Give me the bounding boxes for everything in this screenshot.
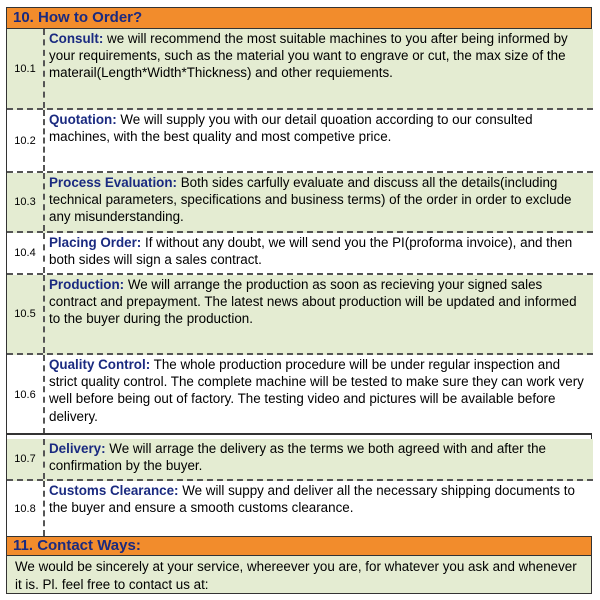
step-term: Process Evaluation:	[49, 175, 178, 190]
steps-block-2	[6, 433, 592, 537]
step-term: Customs Clearance:	[49, 483, 179, 498]
step-number: 10.7	[7, 439, 45, 479]
step-row-10-1	[7, 29, 593, 110]
step-description: We will suppy and deliver all the necessary shipping documents to the buyer and ensure a smooth customs clearance.	[49, 483, 575, 516]
step-number: 10.6	[7, 355, 45, 434]
step-text	[45, 355, 593, 434]
step-term: Quotation:	[49, 112, 117, 127]
step-row-10-3	[7, 173, 593, 233]
section-11-heading: 11. Contact Ways:	[6, 536, 592, 556]
step-description: The whole production procedure will be under regular inspection and strict quality control. The complete machine will be tested to make sure they can work very well before being out of factory. The testing video and pictures will be available before delivery.	[49, 357, 584, 424]
step-description: We will arrage the delivery as the terms we both agreed with and after the confirmation by the buyer.	[49, 441, 546, 474]
step-text	[45, 173, 593, 231]
step-row-10-6	[7, 355, 593, 434]
step-row-10-5	[7, 275, 593, 355]
contact-text: We would be sincerely at your service, whereever you are, for whatever you ask and whenever it is. Pl. feel free to contact us at:	[6, 555, 592, 594]
step-number: 10.4	[7, 233, 45, 273]
step-row-10-2	[7, 110, 593, 173]
step-term: Production:	[49, 277, 125, 292]
step-term: Quality Control:	[49, 357, 151, 372]
step-term: Consult:	[49, 31, 104, 46]
step-text	[45, 29, 593, 108]
step-row-10-4	[7, 233, 593, 275]
step-number: 10.8	[7, 481, 45, 536]
steps-block-1	[6, 28, 592, 435]
step-text	[45, 233, 593, 273]
step-term: Placing Order:	[49, 235, 142, 250]
step-row-10-8	[7, 481, 593, 536]
step-row-10-7	[7, 439, 593, 481]
step-text	[45, 481, 593, 536]
step-number: 10.3	[7, 173, 45, 231]
step-description: We will supply you with our detail quoation according to our consulted machines, with the best quality and most competive price.	[49, 112, 533, 145]
step-term: Delivery:	[49, 441, 106, 456]
step-text	[45, 275, 593, 353]
step-number: 10.5	[7, 275, 45, 353]
section-10-heading: 10. How to Order?	[6, 7, 592, 29]
step-text	[45, 110, 593, 171]
step-description: we will recommend the most suitable machines to you after being informed by your requirements, such as the material you want to engrave or cut, the max size of the materail(Length*Width*Thickness) and other requiements.	[49, 31, 568, 81]
step-description: We will arrange the production as soon as recieving your signed sales contract and prepayment. The latest news about production will be updated and informed to the buyer during the production.	[49, 277, 577, 327]
step-number: 10.1	[7, 29, 45, 108]
step-number: 10.2	[7, 110, 45, 171]
order-info-panel	[6, 7, 592, 594]
step-description: If without any doubt, we will send you the PI(proforma invoice), and then both sides will sign a sales contract.	[49, 235, 573, 268]
step-text	[45, 439, 593, 479]
step-description: Both sides carfully evaluate and discuss all the details(including technical parameters, specifications and business terms) of the order in order to exclude any misunderstanding.	[49, 175, 572, 225]
